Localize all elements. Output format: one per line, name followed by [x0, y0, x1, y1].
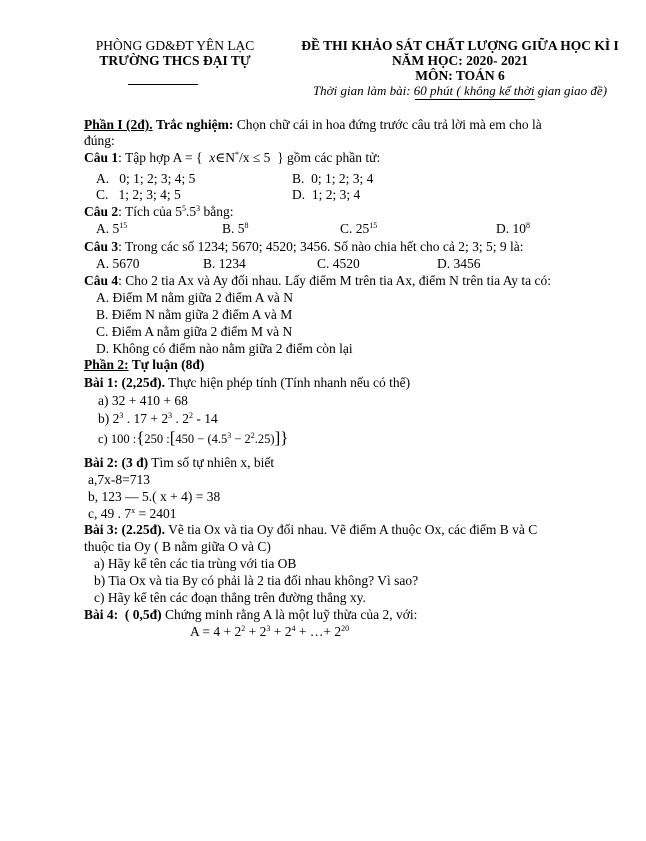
q4-stem-text: : Cho 2 tia Ax và Ay đối nhau. Lấy điểm M trên tia Ax, điểm N trên tia Ay ta có: — [118, 273, 551, 288]
bai1-c-bracket-open: [ — [169, 428, 176, 447]
part2-label: Tự luận (8đ) — [131, 357, 205, 372]
q4-option-a: A. Điểm M nằm giữa 2 điểm A và N — [96, 290, 294, 305]
bai4-f-p3: + 2 — [270, 624, 292, 639]
bai2-c-pre: c, 49 . 7 — [88, 506, 132, 521]
q3-option-d: D. 3456 — [437, 256, 481, 271]
q2-option-c-text: C. 25 — [340, 221, 370, 236]
bai4-f-p4: + …+ 2 — [295, 624, 342, 639]
bai2-heading — [84, 455, 274, 471]
q3-stem — [84, 239, 523, 255]
bai1-b-post: - 14 — [193, 411, 218, 426]
bai1-c-in3: − 2 — [231, 432, 251, 446]
bai2-c-exp: x — [131, 506, 136, 515]
bai4-f-exp3: 4 — [291, 624, 296, 633]
time-limit: Thời gian làm bài: 60 phút ( không kể thời gian giao đề) — [312, 83, 608, 98]
q1-set-star: * — [235, 150, 240, 159]
bai1-c-bracket-close: ] — [274, 428, 281, 447]
bai3-label: Bài 3 — [84, 522, 114, 537]
part1-instruction-line1 — [84, 117, 542, 133]
bai3-c: c) Hãy kể tên các đoạn thẳng trên đường thẳng xy. — [94, 590, 366, 605]
bai1-b — [98, 411, 218, 427]
part1-instruction: Chọn chữ cái in hoa đứng trước câu trả lời mà em cho là — [236, 117, 542, 132]
q4-option-c: C. Điểm A nằm giữa 2 điểm M và N — [96, 324, 293, 339]
q2-stem-pre: : Tích của 5 — [118, 204, 182, 219]
bai3-b: b) Tia Ox và tia By có phải là 2 tia đối nhau không? Vì sao? — [94, 573, 419, 588]
q2-option-d — [496, 221, 530, 237]
bai1-b-mid1: . 17 + 2 — [123, 411, 169, 426]
q1-option-a-letter: A. — [96, 171, 110, 186]
q2-stem — [84, 204, 234, 220]
header-left-rule — [128, 84, 198, 85]
bai4-f-exp4: 20 — [341, 624, 350, 633]
bai2-c — [88, 506, 177, 522]
q4-stem — [84, 273, 551, 289]
bai1-text: Thực hiện phép tính (Tính nhanh nếu có thể) — [168, 375, 411, 390]
q3-stem-text: : Trong các số 1234; 5670; 4520; 3456. Số nào chia hết cho cả 2; 3; 5; 9 là: — [118, 239, 524, 254]
q2-label: Câu 2 — [84, 204, 119, 219]
bai1-b-pre: b) 2 — [98, 411, 120, 426]
part1-instruction-line2: đúng: — [84, 133, 115, 148]
school-year: NĂM HỌC: 2020- 2021 — [391, 53, 529, 68]
bai4-text: Chứng minh rằng A là một luỹ thừa của 2, với: — [165, 607, 418, 622]
school-name: TRƯỜNG THCS ĐẠI TỰ — [99, 53, 251, 68]
bai3-points: : (2.25đ). — [113, 522, 166, 537]
q1-stem-pre: : Tập hợp A = { — [118, 150, 203, 165]
q2-exp2: 3 — [196, 204, 201, 213]
bai4-f-exp2: 3 — [266, 624, 271, 633]
q1-option-b-letter: B. — [292, 171, 305, 186]
dept-name: PHÒNG GD&ĐT YÊN LẠC — [95, 38, 255, 53]
q1-option-b-text: 0; 1; 2; 3; 4 — [311, 171, 374, 186]
bai4-label: Bài 4: — [84, 607, 119, 622]
bai1-c-brace-close: } — [280, 428, 289, 447]
bai3-line2: thuộc tia Oy ( B nằm giữa O và C) — [84, 539, 271, 554]
part2-heading-line — [84, 357, 204, 373]
bai4-f-exp1: 2 — [241, 624, 246, 633]
q1-stem-post: } gồm các phần tử: — [277, 150, 381, 165]
q2-option-c — [340, 221, 377, 237]
q1-option-d-letter: D. — [292, 187, 306, 202]
q2-exp1: 5 — [182, 204, 186, 213]
bai4-f-pre: A = 4 + 2 — [190, 624, 242, 639]
q2-option-d-text: D. 10 — [496, 221, 526, 236]
q2-stem-post: bằng: — [200, 204, 234, 219]
q1-set-N: N — [225, 150, 236, 165]
q4-label: Câu 4 — [84, 273, 119, 288]
q4-option-d: D. Không có điểm nào nằm giữa 2 điểm còn lại — [96, 341, 353, 356]
bai1-c-exp2: 2 — [250, 431, 255, 440]
bai2-text: Tìm số tự nhiên x, biết — [151, 455, 275, 470]
q1-option-c-text: 1; 2; 3; 4; 5 — [118, 187, 181, 202]
bai4-formula — [190, 624, 349, 640]
bai2-c-post: = 2401 — [135, 506, 177, 521]
q1-option-a-text: 0; 1; 2; 3; 4; 5 — [119, 171, 196, 186]
part1-label: Trắc nghiệm: — [156, 117, 234, 132]
header-right-rule — [415, 99, 535, 100]
q2-option-a-text: A. 5 — [96, 221, 120, 236]
q1-option-d — [292, 187, 360, 203]
q1-option-a — [96, 171, 195, 187]
q2-mid: .5 — [186, 204, 197, 219]
q1-set-rest: /x ≤ 5 — [239, 150, 271, 165]
q1-label: Câu 1 — [84, 150, 119, 165]
q2-option-a-exp: 15 — [119, 221, 128, 230]
q1-option-d-text: 1; 2; 3; 4 — [311, 187, 361, 202]
bai4-heading — [84, 607, 417, 623]
q1-stem — [84, 150, 380, 166]
bai1-label: Bài 1: (2,25đ). — [84, 375, 165, 390]
q3-option-b: B. 1234 — [203, 256, 246, 271]
q4-option-b: B. Điểm N nằm giữa 2 điểm A và M — [96, 307, 293, 322]
bai1-a: a) 32 + 410 + 68 — [98, 393, 188, 408]
bai1-c-in4: .25) — [254, 432, 275, 446]
bai2-b: b, 123 — 5.( x + 4) = 38 — [88, 489, 221, 504]
q1-option-c — [96, 187, 181, 203]
bai2-a: a,7x-8=713 — [88, 472, 150, 487]
exam-title: ĐỀ THI KHẢO SÁT CHẤT LƯỢNG GIỮA HỌC KÌ I — [301, 38, 619, 53]
bai1-b-exp3: 2 — [189, 411, 193, 420]
q1-set-x: x — [209, 150, 216, 165]
bai1-c-in2: 450 − (4.5 — [175, 432, 228, 446]
bai1-c-in1: 250 : — [144, 432, 170, 446]
q1-option-b — [292, 171, 373, 187]
bai2-label: Bài 2: (3 đ) — [84, 455, 149, 470]
q3-option-c: C. 4520 — [317, 256, 360, 271]
subject: MÔN: TOÁN 6 — [415, 68, 505, 83]
bai4-points: ( 0,5đ) — [124, 607, 162, 622]
q2-option-d-exp: 8 — [526, 221, 530, 230]
q1-option-c-letter: C. — [96, 187, 109, 202]
bai3-a: a) Hãy kể tên các tia trùng với tia OB — [94, 556, 297, 571]
q2-option-b-exp: 8 — [244, 221, 249, 230]
q2-option-b — [222, 221, 249, 237]
bai1-b-exp2: 3 — [168, 411, 173, 420]
part1-heading: Phần I (2đ). — [84, 117, 153, 132]
bai1-c-pre: c) 100 : — [98, 432, 137, 446]
bai1-b-mid2: . 2 — [172, 411, 189, 426]
q2-option-a — [96, 221, 127, 237]
bai1-b-exp1: 3 — [119, 411, 124, 420]
bai4-f-p2: + 2 — [245, 624, 267, 639]
bai3-text1: Vẽ tia Ox và tia Oy đối nhau. Vẽ điểm A thuộc Ox, các điểm B và C — [168, 522, 538, 537]
bai1-c-brace-open: { — [136, 428, 145, 447]
q3-label: Câu 3 — [84, 239, 119, 254]
part2-heading: Phần 2: — [84, 357, 129, 372]
q1-set-in: ∈ — [215, 150, 226, 165]
bai1-heading — [84, 375, 410, 391]
q2-option-c-exp: 15 — [369, 221, 378, 230]
bai3-line1 — [84, 522, 537, 538]
q3-option-a: A. 5670 — [96, 256, 140, 271]
q2-option-b-text: B. 5 — [222, 221, 245, 236]
bai1-c-exp1: 3 — [227, 431, 232, 440]
bai1-c — [98, 430, 288, 447]
